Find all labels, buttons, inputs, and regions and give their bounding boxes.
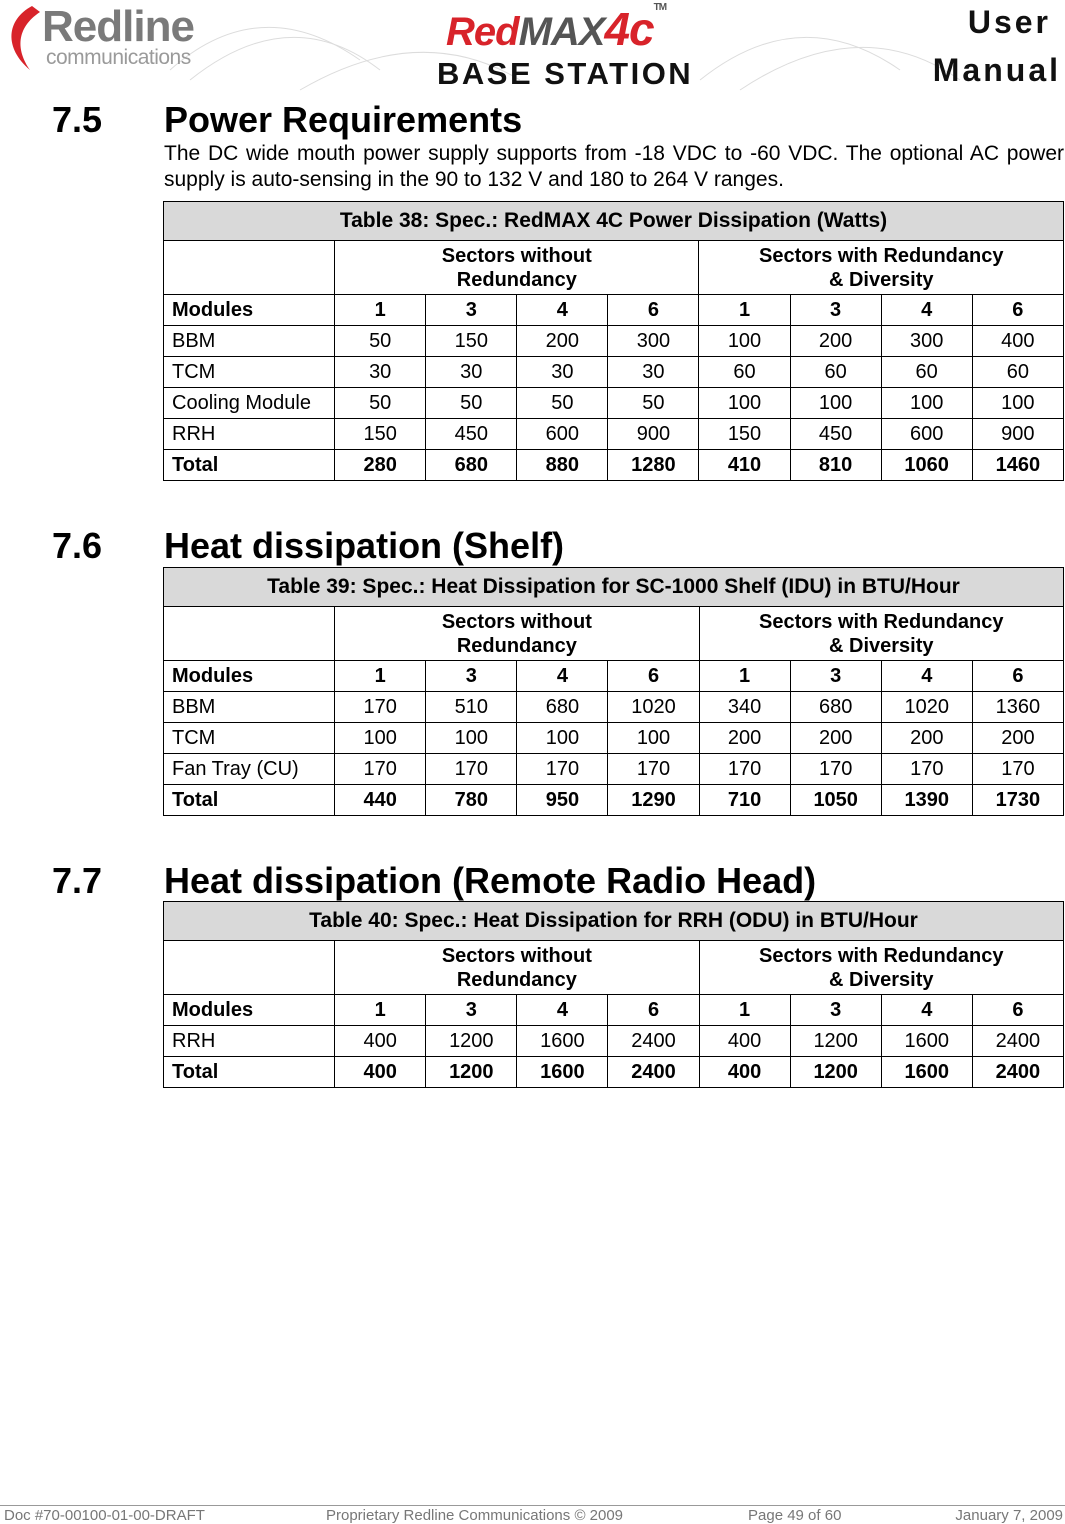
column-header-sector-count: 4 <box>517 295 608 326</box>
table-total-row <box>164 1057 1064 1088</box>
row-label: Total <box>164 450 335 481</box>
table-cell: 30 <box>517 357 608 388</box>
group-header-with-redundancy: Sectors with Redundancy & Diversity <box>699 241 1064 295</box>
table-cell: 340 <box>699 692 790 723</box>
table-cell: 100 <box>335 723 426 754</box>
table-cell: 300 <box>608 326 699 357</box>
table-row <box>164 723 1064 754</box>
table-cell: 170 <box>335 754 426 785</box>
table-cell: 50 <box>608 388 699 419</box>
table-cell: 2400 <box>608 1057 699 1088</box>
table-cell: 1730 <box>972 785 1063 816</box>
table-cell: 600 <box>881 419 972 450</box>
table-cell: 1280 <box>608 450 699 481</box>
row-label: RRH <box>164 419 335 450</box>
table-row <box>164 388 1064 419</box>
footer-doc-number: Doc #70-00100-01-00-DRAFT <box>4 1507 205 1524</box>
table-cell: 950 <box>517 785 608 816</box>
table-cell: 400 <box>972 326 1063 357</box>
table-cell: 2400 <box>972 1057 1063 1088</box>
column-header-sector-count: 6 <box>972 661 1063 692</box>
table-cell: 900 <box>608 419 699 450</box>
table-cell: 200 <box>790 723 881 754</box>
table-cell: 170 <box>335 692 426 723</box>
table-cell: 440 <box>335 785 426 816</box>
section-paragraph: The DC wide mouth power supply supports from -18 VDC to -60 VDC. The optional AC power supply is auto-sensing in the 90 to 132 V and 180 to 264 V ranges. <box>164 142 1064 191</box>
table-cell: 30 <box>608 357 699 388</box>
rrh-heat-dissipation-table <box>163 901 1064 1088</box>
column-header-sector-count: 3 <box>790 661 881 692</box>
table-cell: 50 <box>335 388 426 419</box>
table-cell: 1600 <box>517 1057 608 1088</box>
logo-subtitle: communications <box>46 46 191 69</box>
table-cell: 50 <box>335 326 426 357</box>
table-cell: 200 <box>790 326 881 357</box>
table-cell: 150 <box>335 419 426 450</box>
column-header-sector-count: 6 <box>972 995 1063 1026</box>
table-cell: 1050 <box>790 785 881 816</box>
column-header-sector-count: 3 <box>790 295 881 326</box>
column-header-sector-count: 4 <box>881 995 972 1026</box>
table-cell: 200 <box>972 723 1063 754</box>
row-label: Total <box>164 1057 335 1088</box>
table-cell: 170 <box>699 754 790 785</box>
column-header-modules: Modules <box>164 661 335 692</box>
table-caption: Table 39: Spec.: Heat Dissipation for SC-1000 Shelf (IDU) in BTU/Hour <box>164 568 1064 607</box>
table-cell: 170 <box>517 754 608 785</box>
table-cell: 170 <box>972 754 1063 785</box>
base-station-label: BASE STATION <box>437 56 694 91</box>
row-label: Cooling Module <box>164 388 335 419</box>
table-cell: 1290 <box>608 785 699 816</box>
table-cell: 60 <box>881 357 972 388</box>
table-cell: 680 <box>426 450 517 481</box>
table-total-row <box>164 450 1064 481</box>
table-cell: 1460 <box>972 450 1063 481</box>
table-cell: 30 <box>335 357 426 388</box>
footer-copyright: Proprietary Redline Communications © 2009 <box>326 1507 624 1524</box>
table-cell: 680 <box>517 692 608 723</box>
table-cell: 50 <box>426 388 517 419</box>
table-cell: 880 <box>517 450 608 481</box>
row-label: BBM <box>164 692 335 723</box>
table-cell: 1600 <box>881 1026 972 1057</box>
table-cell: 50 <box>517 388 608 419</box>
table-cell: 150 <box>699 419 790 450</box>
table-cell: 100 <box>790 388 881 419</box>
table-cell: 60 <box>972 357 1063 388</box>
table-cell: 410 <box>699 450 790 481</box>
column-header-sector-count: 4 <box>881 295 972 326</box>
group-header-with-redundancy: Sectors with Redundancy & Diversity <box>699 941 1063 995</box>
redline-swoosh-icon <box>2 2 46 74</box>
column-header-sector-count: 4 <box>517 995 608 1026</box>
column-header-sector-count: 3 <box>426 661 517 692</box>
column-header-sector-count: 6 <box>972 295 1063 326</box>
table-cell: 100 <box>699 326 790 357</box>
table-row <box>164 692 1064 723</box>
table-cell: 100 <box>517 723 608 754</box>
table-cell: 810 <box>790 450 881 481</box>
table-cell: 600 <box>517 419 608 450</box>
table-blank-cell <box>164 607 335 661</box>
product-logo: RedMAX4c™ <box>446 2 667 55</box>
table-cell: 150 <box>426 326 517 357</box>
column-header-row <box>164 661 1064 692</box>
table-row <box>164 326 1064 357</box>
page-header <box>0 0 1065 96</box>
row-label: RRH <box>164 1026 335 1057</box>
section-heading: 7.5 Power Requirements <box>52 99 523 140</box>
table-cell: 1600 <box>517 1026 608 1057</box>
section-heading: 7.7 Heat dissipation (Remote Radio Head) <box>52 860 817 901</box>
group-header-without-redundancy: Sectors without Redundancy <box>335 607 699 661</box>
table-cell: 170 <box>426 754 517 785</box>
table-cell: 1200 <box>790 1026 881 1057</box>
column-header-row <box>164 295 1064 326</box>
column-header-sector-count: 3 <box>426 995 517 1026</box>
table-caption: Table 40: Spec.: Heat Dissipation for RRH (ODU) in BTU/Hour <box>164 902 1064 941</box>
table-cell: 30 <box>426 357 517 388</box>
column-header-sector-count: 1 <box>335 995 426 1026</box>
table-cell: 170 <box>608 754 699 785</box>
table-row <box>164 754 1064 785</box>
table-cell: 170 <box>790 754 881 785</box>
table-cell: 900 <box>972 419 1063 450</box>
table-cell: 1020 <box>608 692 699 723</box>
row-label: BBM <box>164 326 335 357</box>
table-blank-cell <box>164 941 335 995</box>
table-row <box>164 357 1064 388</box>
column-header-sector-count: 1 <box>335 661 426 692</box>
column-header-sector-count: 6 <box>608 661 699 692</box>
table-cell: 280 <box>335 450 426 481</box>
table-cell: 510 <box>426 692 517 723</box>
table-cell: 400 <box>699 1026 790 1057</box>
table-cell: 100 <box>699 388 790 419</box>
table-cell: 2400 <box>972 1026 1063 1057</box>
table-cell: 780 <box>426 785 517 816</box>
table-cell: 100 <box>426 723 517 754</box>
table-cell: 680 <box>790 692 881 723</box>
column-header-sector-count: 6 <box>608 295 699 326</box>
column-header-row <box>164 995 1064 1026</box>
table-cell: 100 <box>972 388 1063 419</box>
shelf-heat-dissipation-table <box>163 567 1064 816</box>
column-header-sector-count: 1 <box>335 295 426 326</box>
footer-divider <box>0 1505 1065 1506</box>
table-row <box>164 419 1064 450</box>
table-cell: 1200 <box>426 1026 517 1057</box>
table-cell: 710 <box>699 785 790 816</box>
table-cell: 1200 <box>426 1057 517 1088</box>
table-cell: 300 <box>881 326 972 357</box>
table-cell: 60 <box>790 357 881 388</box>
table-cell: 1360 <box>972 692 1063 723</box>
table-cell: 400 <box>335 1026 426 1057</box>
table-total-row <box>164 785 1064 816</box>
row-label: TCM <box>164 723 335 754</box>
row-label: TCM <box>164 357 335 388</box>
table-cell: 200 <box>881 723 972 754</box>
table-cell: 60 <box>699 357 790 388</box>
table-cell: 200 <box>699 723 790 754</box>
table-cell: 1200 <box>790 1057 881 1088</box>
table-cell: 170 <box>881 754 972 785</box>
table-caption: Table 38: Spec.: RedMAX 4C Power Dissipation (Watts) <box>164 202 1064 241</box>
logo-wordmark: Redline <box>42 2 194 51</box>
table-cell: 200 <box>517 326 608 357</box>
column-header-sector-count: 4 <box>881 661 972 692</box>
row-label: Fan Tray (CU) <box>164 754 335 785</box>
row-label: Total <box>164 785 335 816</box>
column-header-sector-count: 1 <box>699 295 790 326</box>
redline-logo <box>2 2 212 74</box>
column-header-modules: Modules <box>164 295 335 326</box>
table-row <box>164 1026 1064 1057</box>
table-cell: 400 <box>335 1057 426 1088</box>
column-header-sector-count: 1 <box>699 995 790 1026</box>
section-heading: 7.6 Heat dissipation (Shelf) <box>52 525 565 566</box>
footer-date: January 7, 2009 <box>955 1507 1063 1524</box>
table-cell: 450 <box>426 419 517 450</box>
column-header-sector-count: 6 <box>608 995 699 1026</box>
group-header-without-redundancy: Sectors without Redundancy <box>335 941 699 995</box>
table-cell: 100 <box>881 388 972 419</box>
table-cell: 1020 <box>881 692 972 723</box>
group-header-without-redundancy: Sectors without Redundancy <box>335 241 699 295</box>
column-header-modules: Modules <box>164 995 335 1026</box>
column-header-sector-count: 3 <box>790 995 881 1026</box>
power-dissipation-table <box>163 201 1064 481</box>
table-blank-cell <box>164 241 335 295</box>
column-header-sector-count: 3 <box>426 295 517 326</box>
column-header-sector-count: 4 <box>517 661 608 692</box>
table-cell: 2400 <box>608 1026 699 1057</box>
column-header-sector-count: 1 <box>699 661 790 692</box>
table-cell: 450 <box>790 419 881 450</box>
header-manual-label: Manual <box>932 52 1061 88</box>
table-cell: 1600 <box>881 1057 972 1088</box>
group-header-with-redundancy: Sectors with Redundancy & Diversity <box>699 607 1063 661</box>
table-cell: 400 <box>699 1057 790 1088</box>
table-cell: 1390 <box>881 785 972 816</box>
footer-page-number: Page 49 of 60 <box>748 1507 842 1524</box>
table-cell: 1060 <box>881 450 972 481</box>
table-cell: 100 <box>608 723 699 754</box>
header-user-label: User <box>967 4 1051 40</box>
